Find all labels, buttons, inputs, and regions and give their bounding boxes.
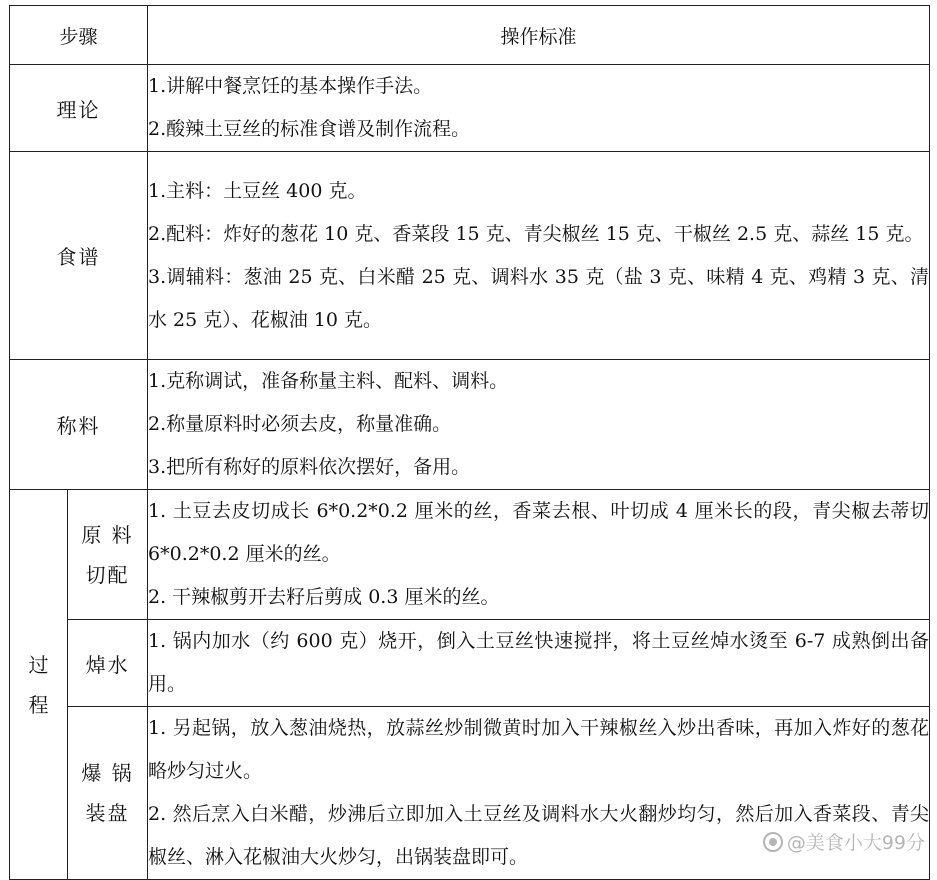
blanch-label: 焯水 [68,620,148,707]
fry-label-bottom: 装盘 [85,801,130,825]
weigh-line-2: 2.称量原料时必须去皮，称量准确。 [148,413,452,435]
weigh-line-3: 3.把所有称好的原料依次摆好，备用。 [148,456,471,478]
procedure-table [9,5,930,880]
header-step: 步骤 [10,6,148,65]
theory-label: 理论 [10,65,148,152]
process-label-top: 过 [28,652,49,677]
row-weigh [10,360,930,490]
blanch-content [148,620,930,707]
camera-icon [763,832,783,852]
process-label-bottom: 程 [28,692,49,717]
cut-label [68,490,148,620]
theory-content [148,65,930,152]
theory-line-1: 1.讲解中餐烹饪的基本操作手法。 [148,75,433,97]
row-theory [10,65,930,152]
weigh-label: 称料 [10,360,148,490]
cut-label-top: 原 料 [81,522,134,547]
fry-label [68,707,148,880]
watermark-text: @美食小大99分 [786,832,925,854]
recipe-line-2: 2.配料：炸好的葱花 10 克、香菜段 15 克、青尖椒丝 15 克、干椒丝 2.5 克、蒜丝 15 克。 [148,222,924,245]
weigh-line-1: 1.克称调试，准备称量主料、配料、调料。 [148,370,509,392]
watermark [763,828,925,855]
fry-line-2: 2. 然后烹入白米醋，炒沸后立即加入土豆丝及调料水大火翻炒均匀，然后加入香菜段、青尖椒丝、淋入花椒油大火炒匀，出锅装盘即可。 [148,803,930,868]
theory-line-2: 2.酸辣土豆丝的标准食谱及制作流程。 [148,118,471,140]
fry-label-top: 爆 锅 [81,761,134,785]
cut-content [148,490,930,620]
fry-line-1: 1. 另起锅，放入葱油烧热，放蒜丝炒制微黄时加入干辣椒丝入炒出香味，再加入炸好的葱花略炒匀过火。 [148,717,930,782]
cut-label-bottom: 切配 [85,562,130,587]
cut-line-2: 2. 干辣椒剪开去籽后剪成 0.3 厘米的丝。 [148,586,500,608]
row-blanch [10,620,930,707]
cut-line-1: 1. 土豆去皮切成长 6*0.2*0.2 厘米的丝，香菜去根、叶切成 4 厘米长的段，青尖椒去蒂切 6*0.2*0.2 厘米的丝。 [148,500,930,565]
blanch-line-1: 1. 锅内加水（约 600 克）烧开，倒入土豆丝快速搅拌，将土豆丝焯水烫至 6-7 成熟倒出备用。 [148,630,930,695]
weigh-content [148,360,930,490]
recipe-line-3: 3.调辅料：葱油 25 克、白米醋 25 克、调料水 35 克（盐 3 克、味精 4 克、鸡精 3 克、清水 25 克）、花椒油 10 克。 [148,265,930,331]
recipe-line-1: 1.主料：土豆丝 400 克。 [148,179,367,202]
row-cut [10,490,930,620]
recipe-label: 食谱 [10,152,148,360]
header-standard: 操作标准 [148,6,930,65]
process-label [10,490,68,880]
row-recipe [10,152,930,360]
header-row [10,6,930,65]
recipe-content [148,152,930,360]
